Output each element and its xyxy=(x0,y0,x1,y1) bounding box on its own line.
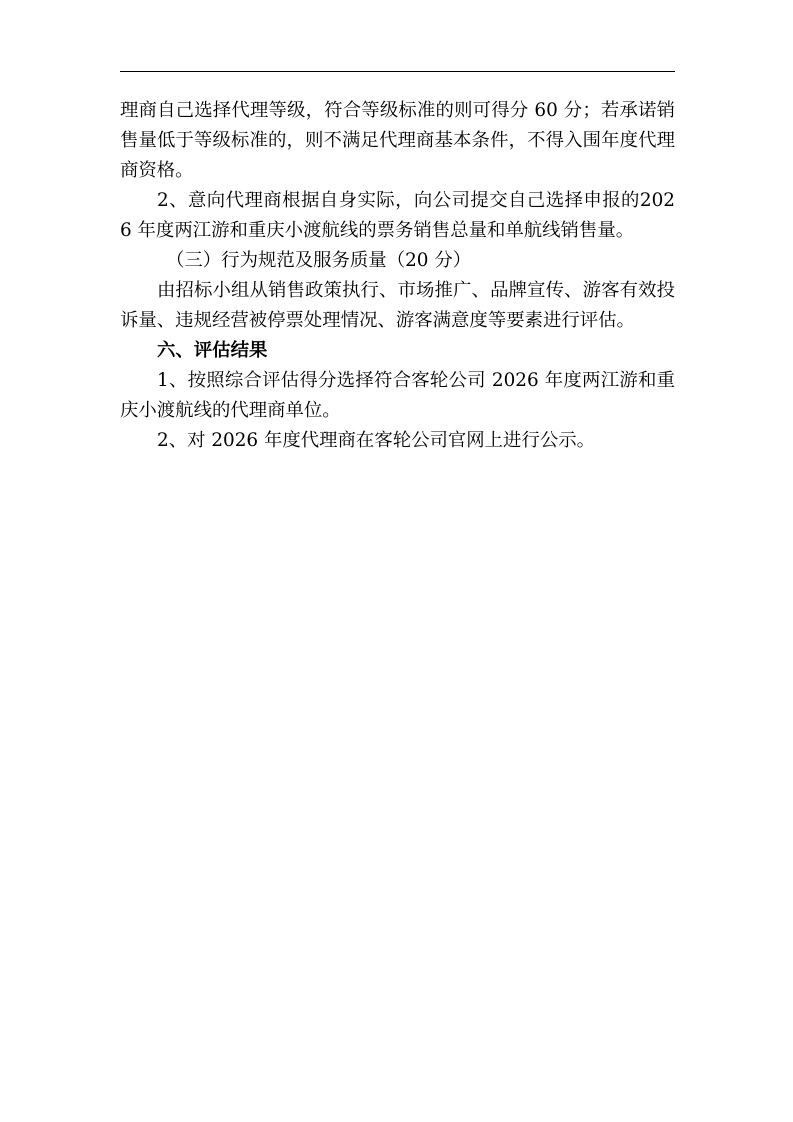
header-rule xyxy=(120,71,675,72)
paragraph-sales-volume-declaration: 2、意向代理商根据自身实际，向公司提交自己选择申报的2026 年度两江游和重庆小渡航线的票务销售总量和单航线销售量。 xyxy=(120,190,675,241)
paragraph-result-publication: 2、对 2026 年度代理商在客轮公司官网上进行公示。 xyxy=(157,430,596,451)
paragraph-evaluation-criteria: 由招标小组从销售政策执行、市场推广、品牌宣传、游客有效投诉量、违规经营被停票处理情况、游客满意度等要素进行评估。 xyxy=(120,280,675,331)
document-body xyxy=(120,96,675,456)
section-heading-evaluation-results: 六、评估结果 xyxy=(157,340,268,361)
subsection-heading-conduct-service: （三）行为规范及服务质量（20 分） xyxy=(166,250,472,271)
paragraph-agent-level-scoring: 理商自己选择代理等级，符合等级标准的则可得分 60 分；若承诺销售量低于等级标准的，则不满足代理商基本条件，不得入围年度代理商资格。 xyxy=(120,100,675,181)
paragraph-result-selection: 1、按照综合评估得分选择符合客轮公司 2026 年度两江游和重庆小渡航线的代理商单位。 xyxy=(120,370,675,421)
